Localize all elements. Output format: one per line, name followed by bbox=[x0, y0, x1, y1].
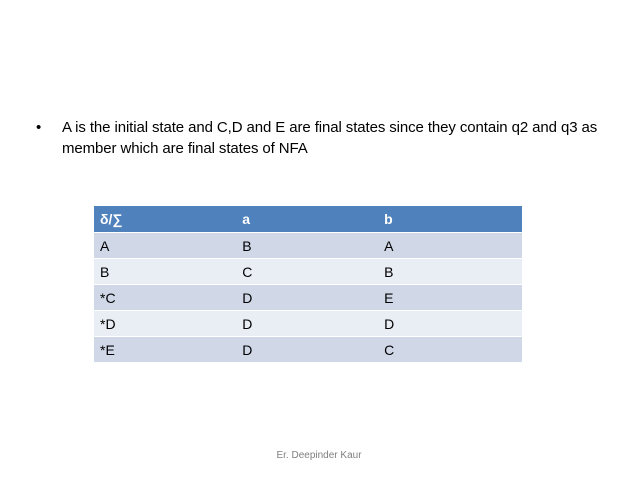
table-cell-state: *D bbox=[94, 311, 236, 337]
table-header-row bbox=[94, 206, 522, 233]
bullet-point bbox=[36, 117, 606, 159]
table-row bbox=[94, 337, 522, 363]
table-row bbox=[94, 311, 522, 337]
table-cell-state: *C bbox=[94, 285, 236, 311]
table-cell-b: C bbox=[378, 337, 522, 363]
table-row bbox=[94, 259, 522, 285]
table-cell-a: C bbox=[236, 259, 378, 285]
header-cell-a: a bbox=[236, 206, 378, 233]
transition-table bbox=[94, 206, 522, 363]
table-cell-b: E bbox=[378, 285, 522, 311]
table-cell-b: D bbox=[378, 311, 522, 337]
table-row bbox=[94, 285, 522, 311]
table-cell-b: B bbox=[378, 259, 522, 285]
table-cell-state: A bbox=[94, 233, 236, 259]
table-cell-b: A bbox=[378, 233, 522, 259]
table-cell-state: B bbox=[94, 259, 236, 285]
bullet-marker: • bbox=[36, 119, 42, 136]
footer-author: Er. Deepinder Kaur bbox=[276, 450, 362, 461]
table-cell-a: D bbox=[236, 311, 378, 337]
header-cell-symbol: δ/∑ bbox=[94, 206, 236, 233]
header-cell-b: b bbox=[378, 206, 522, 233]
table-cell-a: D bbox=[236, 285, 378, 311]
table-row bbox=[94, 233, 522, 259]
table-cell-state: *E bbox=[94, 337, 236, 363]
table-cell-a: D bbox=[236, 337, 378, 363]
bullet-text: A is the initial state and C,D and E are final states since they contain q2 and q3 as member which are final states of NFA bbox=[62, 119, 598, 157]
table-cell-a: B bbox=[236, 233, 378, 259]
